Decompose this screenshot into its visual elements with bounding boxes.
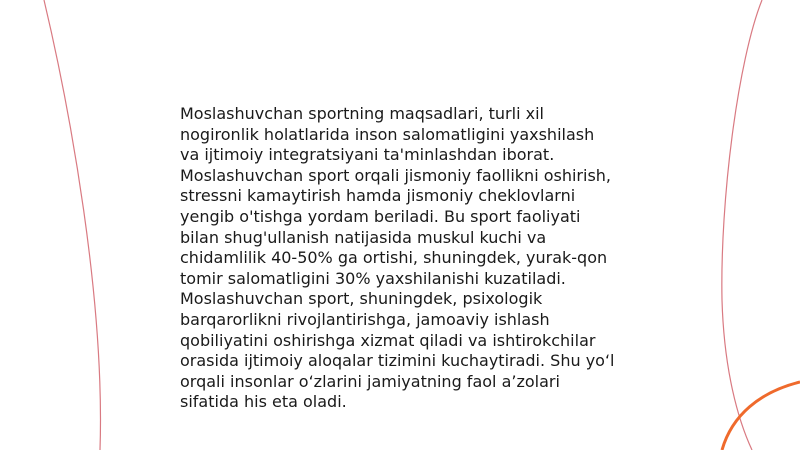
paragraph-line: Moslashuvchan sport, shuningdek, psixologik: [180, 289, 543, 309]
left-arc-decoration: [44, 0, 100, 450]
paragraph-line: Moslashuvchan sport orqali jismoniy faollikni oshirish,: [180, 165, 612, 185]
paragraph-line: orqali insonlar o‘zlarini jamiyatning faol a’zolari: [180, 371, 560, 391]
paragraph-line: Moslashuvchan sportning maqsadlari, turli xil: [180, 104, 544, 123]
paragraph-line: sifatida his eta oladi.: [180, 392, 347, 412]
paragraph-line: stressni kamaytirish hamda jismoniy cheklovlarni: [180, 186, 576, 206]
paragraph-line: tomir salomatligini 30% yaxshilanishi kuzatiladi.: [180, 268, 566, 288]
paragraph-line: va ijtimoiy integratsiyani ta'minlashdan iborat.: [180, 145, 555, 165]
paragraph-line: yengib o'tishga yordam beriladi. Bu sport faoliyati: [180, 206, 581, 226]
paragraph-line: chidamlilik 40-50% ga ortishi, shuningdek, yurak-qon: [180, 248, 608, 268]
paragraph-line: qobiliyatini oshirishga xizmat qiladi va ishtirokchilar: [180, 330, 596, 350]
right-arc-decoration: [722, 0, 762, 450]
paragraph-line: bilan shug'ullanish natijasida muskul kuchi va: [180, 227, 547, 247]
paragraph-line: orasida ijtimoiy aloqalar tizimini kuchaytiradi. Shu yo‘l: [180, 351, 615, 371]
paragraph-line: nogironlik holatlarida inson salomatligini yaxshilash: [180, 124, 595, 144]
paragraph-line: barqarorlikni rivojlantirishga, jamoaviy ishlash: [180, 309, 550, 329]
corner-arc-decoration: [722, 382, 800, 450]
body-paragraph: [180, 104, 630, 413]
